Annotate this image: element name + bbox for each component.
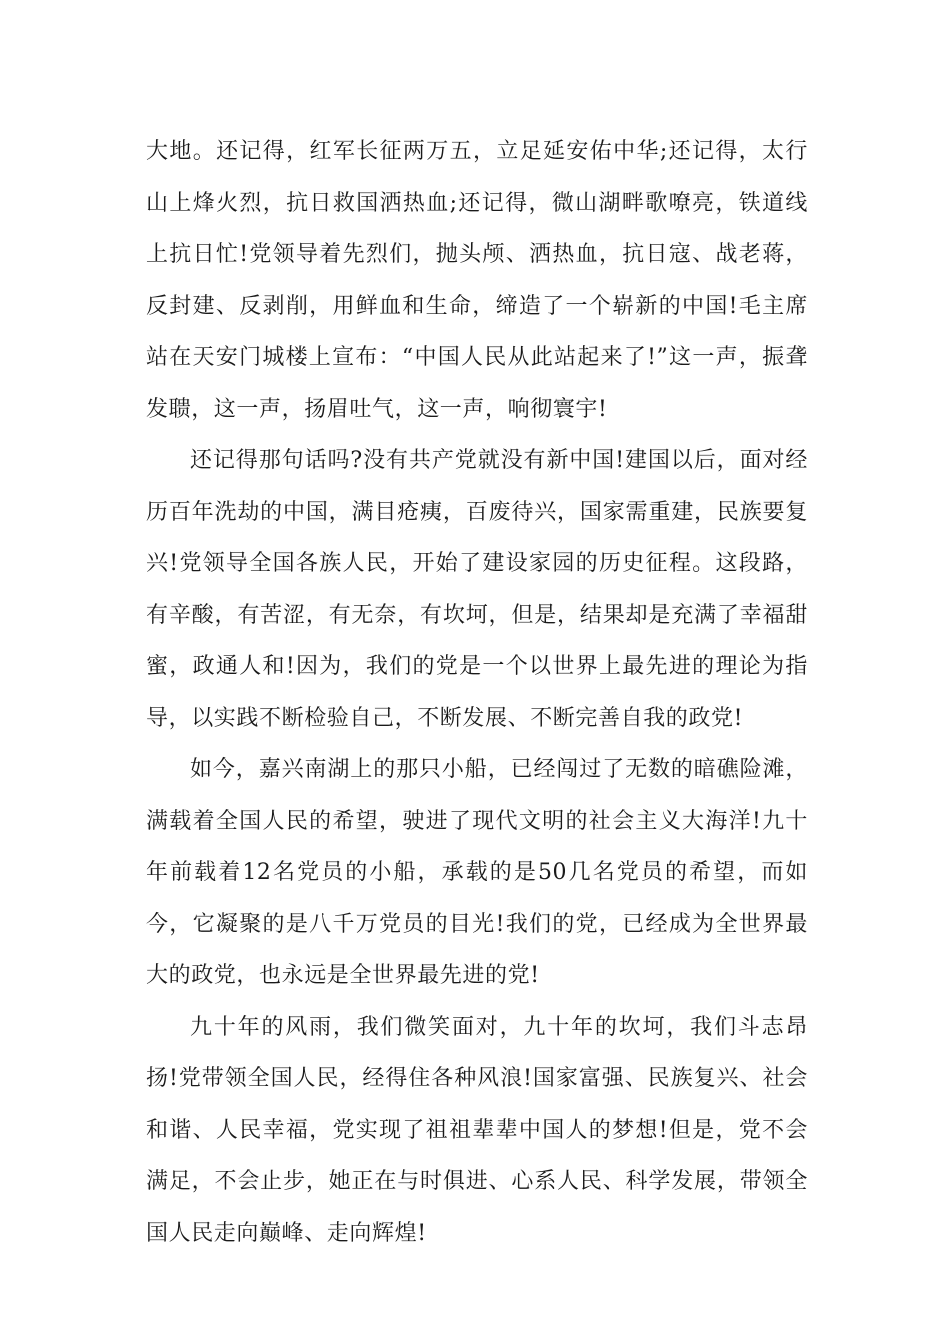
paragraph: 九十年的风雨，我们微笑面对，九十年的坎坷，我们斗志昂扬!党带领全国人民，经得住各种风浪!国家富强、民族复兴、社会和谐、人民幸福，党实现了祖祖辈辈中国人的梦想!但是，党不会满足，不会止步，她正在与时俱进、心系人民、科学发展，带领全国人民走向巅峰、走向辉煌!: [146, 1014, 808, 1246]
paragraph-continued: 大地。还记得，红军长征两万五，立足延安佑中华;还记得，太行山上烽火烈，抗日救国洒热血;还记得，微山湖畔歌嘹亮，铁道线上抗日忙!党领导着先烈们，抛头颅、洒热血，抗日寇、战老蒋，反封建、反剥削，用鲜血和生命，缔造了一个崭新的中国!毛主席站在天安门城楼上宣布：“中国人民从此站起来了!”这一声，振聋发聩，这一声，扬眉吐气，这一声，响彻寰宇!: [146, 139, 808, 422]
document-body: [146, 126, 808, 1259]
paragraph: 还记得那句话吗?没有共产党就没有新中国!建国以后，面对经历百年洗劫的中国，满目疮痍，百废待兴，国家需重建，民族要复兴!党领导全国各族人民，开始了建设家园的历史征程。这段路，有辛酸，有苦涩，有无奈，有坎坷，但是，结果却是充满了幸福甜蜜，政通人和!因为，我们的党是一个以世界上最先进的理论为指导，以实践不断检验自己，不断发展、不断完善自我的政党!: [146, 448, 808, 731]
paragraph: 如今，嘉兴南湖上的那只小船，已经闯过了无数的暗礁险滩，满载着全国人民的希望，驶进了现代文明的社会主义大海洋!九十年前载着12名党员的小船，承载的是50几名党员的希望，而如今，它凝聚的是八千万党员的目光!我们的党，已经成为全世界最大的政党，也永远是全世界最先进的党!: [146, 757, 808, 988]
